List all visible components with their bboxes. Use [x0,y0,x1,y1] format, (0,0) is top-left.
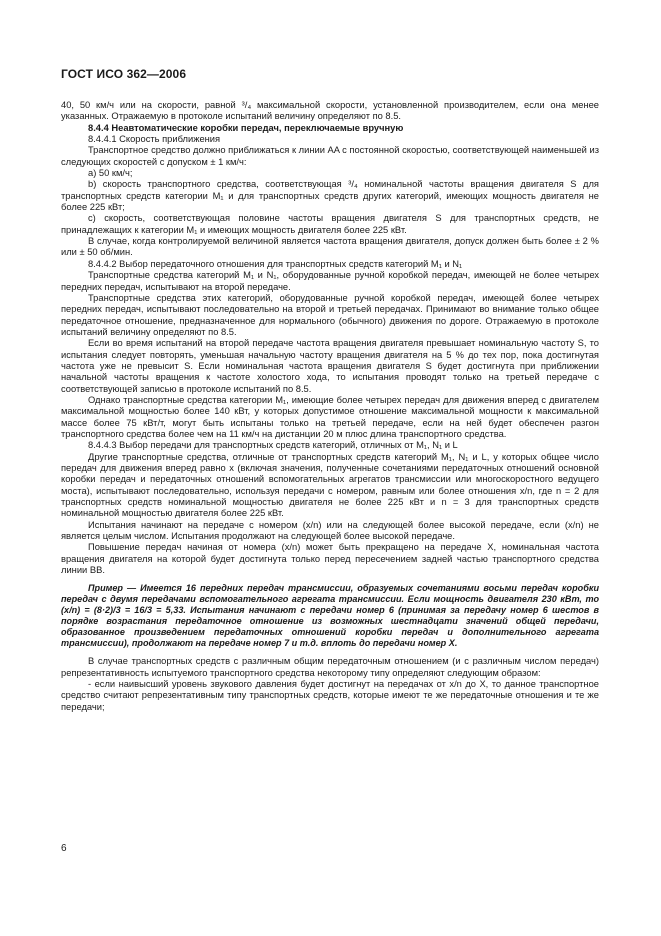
paragraph-continuation: 40, 50 км/ч или на скорости, равной ³/₄ максимальной скорости, установленной производителем, если она менее указанных. Отражаемую в протоколе испытаний величину определяют по 8.5. [61,100,599,122]
subsection-8-4-4-3: 8.4.4.3 Выбор передачи для транспортных средств категорий, отличных от M₁, N₁ и L [88,440,458,451]
paragraph-tolerance: В случае, когда контролируемой величиной является частота вращения двигателя, допуск должен быть более ± 2 % или ± 50 об/мин. [61,236,599,258]
paragraph-four-gears: Транспортные средства категорий M₁ и N₁, оборудованные ручной коробкой передач, имеющей не более четырех передних передач, испытывают на второй передаче. [61,270,599,292]
list-item-a: а) 50 км/ч; [88,168,133,179]
paragraph-approach-speed: Транспортное средство должно приближаться к линии AA с постоянной скоростью, соответствующей наименьшей из следующих скоростей с допуском ± 1 км/ч: [61,145,599,167]
paragraph-other-vehicles: Другие транспортные средства, отличные от транспортных средств категорий M₁, N₁ и L, у которых общее число передач для движения вперед равно x (включая значения, полученные сочетаниями передаточных отношений основной коробки передач и передаточных отношений вспомогательных агрегатов трансмиссии или многоскоростного ведущего моста), испытывают последовательно, используя передачи с номером, равным или более отношения x/n, где n = 2 для транспортных средств номинальной мощностью двигателя не более 225 кВт и n = 3 для транспортных средств номинальной мощностью двигателя более 225 кВт. [61,451,599,519]
document-header: ГОСТ ИСО 362—2006 [61,67,187,81]
paragraph-start-gear: Испытания начинают на передаче с номером (x/n) или на следующей более высокой передаче, если (x/n) не является целым числом. Испытания продолжают на следующей более высокой передаче. [61,519,599,542]
paragraph-highest-level: - если наивысший уровень звукового давления будет достигнут на передачах от x/n до X, то данное транспортное средство считают репрезентативным типу транспортных средств, которые имеют те же передаточные отношения и те же передачи; [61,679,599,712]
paragraph-rated-speed: Если во время испытаний на второй передаче частота вращения двигателя превышает номинальную частоту S, то испытания следует повторять, уменьшая начальную частоту вращения двигателя на 5 % до тех пор, пока достигнутая частота уже не превысит S. Если номинальная частота вращения двигателя S будет достигнута при приближении начальной частоты вращения к частоте холостого хода, то испытания проводят только на третьей передаче с соответствующей записью в протоколе испытаний по 8.5. [61,338,599,394]
example-paragraph: Пример — Имеется 16 передних передач трансмиссии, образуемых сочетаниями восьми передач коробки передач с двумя передачами вспомогательного агрегата трансмиссии. Если мощность двигателя 230 кВт, то (x/n) = (8·2)/3 = 16/3 = 5,33. Испытания начинают с передачи номер 6 (принимая за передачу номер 6 шестов в порядке возрастания передаточное отношение из возможных шестнадцати значений общей передачи, образованное произведением передаточных отношений коробки передач и дополнительного агрегата трансмиссии), продолжают на передаче номер 7 и т.д. вплоть до передачи номер X. [61,583,599,649]
subsection-8-4-4-2: 8.4.4.2 Выбор передаточного отношения для транспортных средств категорий M₁ и N₁ [88,258,463,269]
document-body [61,100,599,713]
paragraph-more-gears: Транспортные средства этих категорий, оборудованные ручной коробкой передач, имеющей более четырех передних передач, испытывают последовательно на второй и третьей передачах. Принимают во внимание только общее передаточное отношение, предназначенное для нормального (обычного) движения по дороге. Отражаемую в протоколе испытаний величину определяют по 8.5. [61,292,599,337]
paragraph-representativeness: В случае транспортных средств с различным общим передаточным отношением (и с различным числом передач) репрезентативность испытуемого транспортного средства некоторому типу определяют следующим образом: [61,656,599,678]
subsection-8-4-4-1: 8.4.4.1 Скорость приближения [88,134,221,145]
list-item-c: с) скорость, соответствующая половине частоты вращения двигателя S для транспортных средств, не принадлежащих к категории M₁ и имеющих мощность двигателя более 225 кВт. [61,213,599,235]
paragraph-m1-power: Однако транспортные средства категории M₁, имеющие более четырех передач для движения вперед с двигателем максимальной мощностью более 140 кВт, у которых допустимое отношение максимальной мощности к максимальной массе более 75 кВт/т, могут быть испытаны только на третьей передаче, если на ней будет обеспечен разгон транспортного средства более чем на 11 км/ч на дистанции 20 м плюс длина транспортного средства. [61,394,599,439]
list-item-b: b) скорость транспортного средства, соответствующая ³/₄ номинальной частоты вращения двигателя S для транспортных средств категории M₁ и для транспортных средств других категорий, имеющих мощность двигателя не более 225 кВт; [61,179,599,213]
paragraph-gear-increase: Повышение передач начиная от номера (x/n) может быть прекращено на передаче X, номинальная частота вращения двигателя на которой будет достигнута только перед пересечением задней частью транспортного средства линии BB. [61,542,599,576]
page-number: 6 [61,843,67,854]
section-heading-8-4-4: 8.4.4 Неавтоматические коробки передач, переключаемые вручную [88,122,404,133]
